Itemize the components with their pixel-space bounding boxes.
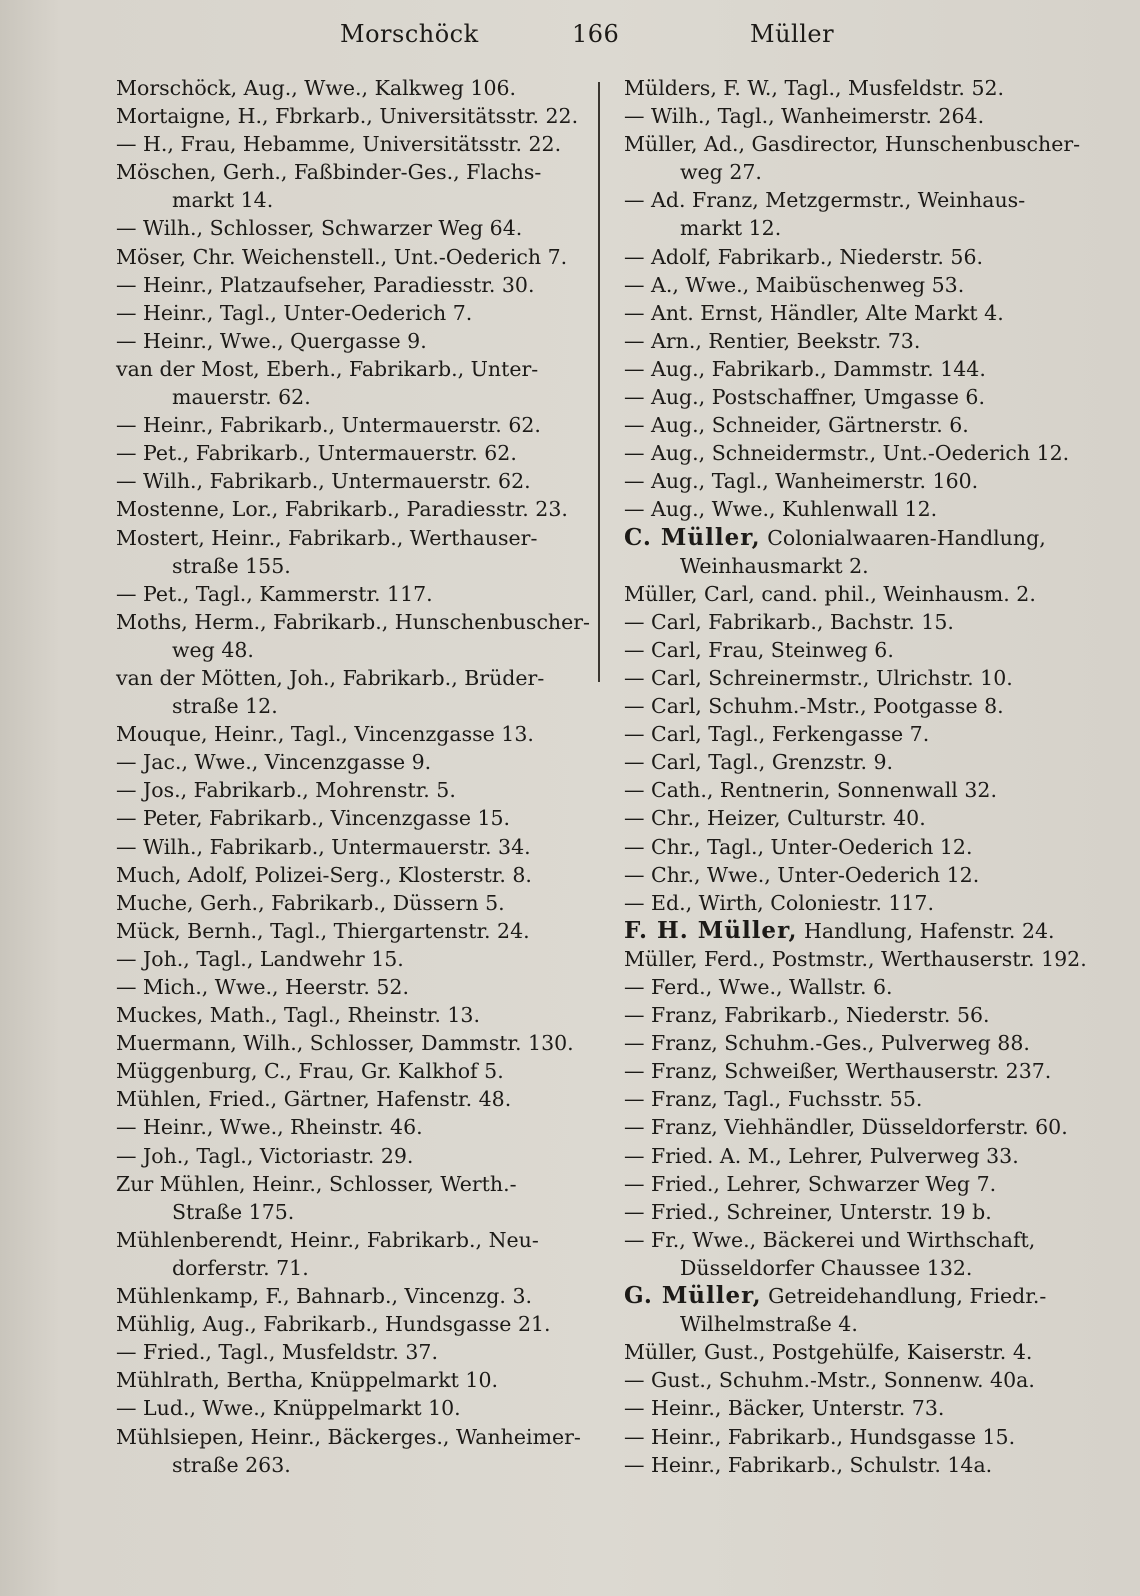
entry-line: Mühlig, Aug., Fabrikarb., Hundsgasse 21. (116, 1312, 551, 1337)
entry-line: — Wilh., Schlosser, Schwarzer Weg 64. (116, 216, 523, 241)
column-divider (598, 82, 600, 682)
entry-line: — Chr., Tagl., Unter-Oederich 12. (624, 834, 973, 859)
entry-line: — Aug., Schneider, Gärtnerstr. 6. (624, 413, 969, 438)
entry-line: — Heinr., Tagl., Unter-Oederich 7. (116, 300, 473, 325)
entry-line: — Ed., Wirth, Coloniestr. 117. (624, 890, 934, 915)
entry-line: — Joh., Tagl., Landwehr 15. (116, 946, 404, 971)
entry-line: — A., Wwe., Maibüschenweg 53. (624, 272, 965, 297)
entry-line: — Franz, Schuhm.-Ges., Pulverweg 88. (624, 1031, 1030, 1056)
directory-entry (116, 1113, 588, 1141)
directory-entry (624, 748, 1100, 776)
directory-entry (624, 580, 1100, 608)
directory-entry (624, 495, 1100, 523)
entry-line: Möschen, Gerh., Faßbinder-Ges., Flachs- (116, 160, 542, 185)
entry-line: Muckes, Math., Tagl., Rheinstr. 13. (116, 1003, 480, 1028)
directory-entry (116, 411, 588, 439)
entry-line: Mück, Bernh., Tagl., Thiergartenstr. 24. (116, 918, 530, 943)
directory-entry (624, 973, 1100, 1001)
entry-line: Müller, Ad., Gasdirector, Hunschenbuscher- (624, 132, 1081, 157)
left-column (116, 74, 588, 1479)
directory-entry (624, 299, 1100, 327)
entry-line: — Heinr., Fabrikarb., Hundsgasse 15. (624, 1424, 1016, 1449)
entry-line: — Fried., Lehrer, Schwarzer Weg 7. (624, 1171, 997, 1196)
entry-line: — Fried., Tagl., Musfeldstr. 37. (116, 1340, 438, 1365)
entry-line: — Carl, Tagl., Ferkengasse 7. (624, 722, 930, 747)
directory-entry (116, 1170, 588, 1226)
directory-entry (116, 1142, 588, 1170)
directory-entry (624, 1142, 1100, 1170)
entry-line: Müller, Gust., Postgehülfe, Kaiserstr. 4. (624, 1340, 1033, 1365)
entry-line: — Aug., Fabrikarb., Dammstr. 144. (624, 356, 986, 381)
entry-continuation: straße 263. (172, 1452, 291, 1477)
entry-line: Mülders, F. W., Tagl., Musfeldstr. 52. (624, 76, 1005, 100)
directory-entry (624, 383, 1100, 411)
directory-entry (116, 271, 588, 299)
directory-entry (624, 804, 1100, 832)
directory-entry (624, 355, 1100, 383)
entry-line: — Carl, Tagl., Grenzstr. 9. (624, 750, 894, 775)
entry-line: — Chr., Wwe., Unter-Oederich 12. (624, 862, 980, 887)
directory-entry (116, 973, 588, 1001)
entry-continuation: dorferstr. 71. (172, 1255, 309, 1280)
entry-line: — Lud., Wwe., Knüppelmarkt 10. (116, 1396, 461, 1421)
entry-line: Muche, Gerh., Fabrikarb., Düssern 5. (116, 890, 505, 915)
entry-line: Mostert, Heinr., Fabrikarb., Werthauser- (116, 525, 538, 550)
directory-entry (624, 833, 1100, 861)
directory-entry (116, 748, 588, 776)
entry-line (624, 524, 1100, 552)
directory-entry (116, 804, 588, 832)
entry-line: — Heinr., Wwe., Rheinstr. 46. (116, 1115, 423, 1140)
entry-line: Mühlenberendt, Heinr., Fabrikarb., Neu- (116, 1227, 539, 1252)
entry-line: — Carl, Fabrikarb., Bachstr. 15. (624, 609, 954, 634)
entry-continuation: markt 12. (680, 216, 782, 241)
entry-line: — Ferd., Wwe., Wallstr. 6. (624, 975, 893, 999)
directory-entry (116, 664, 588, 720)
directory-entry (624, 102, 1100, 130)
entry-line: — Aug., Schneidermstr., Unt.-Oederich 12. (624, 441, 1070, 466)
directory-entry (624, 1282, 1100, 1338)
entry-firm-name: C. Müller, (624, 523, 761, 551)
entry-line: — Heinr., Fabrikarb., Schulstr. 14a. (624, 1452, 993, 1477)
directory-entry (116, 299, 588, 327)
entry-line: — Chr., Heizer, Culturstr. 40. (624, 806, 926, 831)
entry-line (624, 917, 1100, 945)
entry-line: — Aug., Wwe., Kuhlenwall 12. (624, 497, 938, 522)
entry-line: van der Mötten, Joh., Fabrikarb., Brüder- (116, 665, 545, 690)
entry-line: Müggenburg, C., Frau, Gr. Kalkhof 5. (116, 1059, 504, 1084)
entry-continuation: weg 48. (172, 637, 254, 662)
directory-entry (116, 833, 588, 861)
entry-line: Möser, Chr. Weichenstell., Unt.-Oederich 7. (116, 244, 568, 269)
directory-entry (116, 524, 588, 580)
directory-entry (116, 1226, 588, 1282)
entry-line: — Franz, Fabrikarb., Niederstr. 56. (624, 1003, 990, 1028)
directory-entry (624, 1338, 1100, 1366)
entry-line: Müller, Ferd., Postmstr., Werthauserstr. 192. (624, 946, 1087, 971)
entry-line: Morschöck, Aug., Wwe., Kalkweg 106. (116, 76, 517, 100)
entry-line: — Ad. Franz, Metzgermstr., Weinhaus- (624, 188, 1026, 213)
entry-line: — Fried. A. M., Lehrer, Pulverweg 33. (624, 1143, 1019, 1168)
directory-entry (624, 692, 1100, 720)
entry-line: — Adolf, Fabrikarb., Niederstr. 56. (624, 244, 984, 269)
entry-line: — Jac., Wwe., Vincenzgasse 9. (116, 750, 432, 775)
entry-continuation: straße 12. (172, 694, 278, 719)
entry-line: — Gust., Schuhm.-Mstr., Sonnenw. 40a. (624, 1368, 1035, 1393)
entry-text: Colonialwaaren-Handlung, (760, 525, 1046, 550)
entry-line: — Cath., Rentnerin, Sonnenwall 32. (624, 778, 997, 803)
directory-entry (116, 1423, 588, 1479)
header-left-keyword: Morschöck (340, 20, 479, 48)
entry-line: — Peter, Fabrikarb., Vincenzgasse 15. (116, 806, 511, 831)
entry-line: Mortaigne, H., Fbrkarb., Universitätsstr. 22. (116, 104, 579, 129)
entry-firm-name: G. Müller, (624, 1282, 762, 1310)
directory-entry (624, 917, 1100, 945)
directory-entry (116, 1029, 588, 1057)
entry-line: — Joh., Tagl., Victoriastr. 29. (116, 1143, 414, 1168)
entry-line: — Franz, Tagl., Fuchsstr. 55. (624, 1087, 923, 1112)
entry-line (624, 1282, 1100, 1310)
page-header (0, 14, 1140, 60)
directory-entry (116, 243, 588, 271)
directory-entry (116, 720, 588, 748)
directory-entry (116, 467, 588, 495)
entry-line: Müller, Carl, cand. phil., Weinhausm. 2. (624, 581, 1036, 606)
entry-continuation: Straße 175. (172, 1199, 295, 1224)
directory-entry (624, 1394, 1100, 1422)
entry-line: Much, Adolf, Polizei-Serg., Klosterstr. 8. (116, 862, 532, 887)
entry-continuation: Wilhelmstraße 4. (680, 1312, 858, 1337)
directory-entry (624, 889, 1100, 917)
directory-entry (624, 1451, 1100, 1479)
entry-text: Getreidehandlung, Friedr.- (761, 1284, 1047, 1309)
directory-entry (624, 467, 1100, 495)
directory-entry (624, 1423, 1100, 1451)
directory-entry (116, 889, 588, 917)
directory-entry (116, 917, 588, 945)
directory-entry (624, 130, 1100, 186)
directory-entry (116, 608, 588, 664)
directory-entry (116, 102, 588, 130)
directory-entry (116, 861, 588, 889)
entry-line: Mühlsiepen, Heinr., Bäckerges., Wanheimer- (116, 1424, 581, 1449)
directory-entry (116, 130, 588, 158)
directory-entry (116, 214, 588, 242)
directory-entry (624, 524, 1100, 580)
directory-entry (624, 1170, 1100, 1198)
directory-entry (624, 608, 1100, 636)
directory-entry (116, 1366, 588, 1394)
directory-entry (116, 1310, 588, 1338)
directory-entry (116, 355, 588, 411)
entry-line: — Heinr., Wwe., Quergasse 9. (116, 328, 427, 353)
entry-line: — Carl, Schreinermstr., Ulrichstr. 10. (624, 665, 1013, 690)
entry-line: — Fried., Schreiner, Unterstr. 19 b. (624, 1199, 992, 1224)
directory-entry (116, 580, 588, 608)
entry-line: — Pet., Tagl., Kammerstr. 117. (116, 581, 433, 606)
right-column (624, 74, 1100, 1479)
entry-line: — Ant. Ernst, Händler, Alte Markt 4. (624, 300, 1004, 325)
entry-line: — Fr., Wwe., Bäckerei und Wirthschaft, (624, 1227, 1036, 1252)
directory-entry (116, 776, 588, 804)
entry-line: Mühlen, Fried., Gärtner, Hafenstr. 48. (116, 1087, 512, 1112)
entry-continuation: Weinhausmarkt 2. (680, 553, 869, 578)
directory-entry (624, 945, 1100, 973)
entry-line: — Wilh., Fabrikarb., Untermauerstr. 62. (116, 469, 531, 494)
directory-entry (116, 439, 588, 467)
directory-entry (624, 1366, 1100, 1394)
entry-line: — Franz, Viehhändler, Düsseldorferstr. 60. (624, 1115, 1068, 1140)
directory-entry (624, 664, 1100, 692)
entry-line: Moths, Herm., Fabrikarb., Hunschenbuscher- (116, 609, 590, 634)
directory-entry (624, 186, 1100, 242)
directory-entry (116, 74, 588, 102)
entry-line: — Carl, Schuhm.-Mstr., Pootgasse 8. (624, 694, 1004, 719)
page-number: 166 (572, 20, 620, 48)
directory-entry (624, 327, 1100, 355)
entry-line: van der Most, Eberh., Fabrikarb., Unter- (116, 356, 539, 381)
entry-continuation: Düsseldorfer Chaussee 132. (680, 1255, 973, 1280)
entry-line: — Aug., Postschaffner, Umgasse 6. (624, 385, 985, 410)
entry-line: Muermann, Wilh., Schlosser, Dammstr. 130. (116, 1031, 574, 1056)
entry-line: — Heinr., Bäcker, Unterstr. 73. (624, 1396, 945, 1421)
directory-entry (624, 1001, 1100, 1029)
entry-continuation: markt 14. (172, 188, 274, 213)
directory-entry (624, 1085, 1100, 1113)
directory-entry (116, 158, 588, 214)
directory-entry (624, 861, 1100, 889)
directory-entry (116, 495, 588, 523)
entry-continuation: straße 155. (172, 553, 291, 578)
directory-entry (624, 243, 1100, 271)
entry-firm-name: F. H. Müller, (624, 916, 798, 944)
directory-entry (116, 1085, 588, 1113)
directory-entry (624, 1198, 1100, 1226)
entry-line: Mostenne, Lor., Fabrikarb., Paradiesstr. 23. (116, 497, 568, 522)
directory-entry (624, 720, 1100, 748)
entry-line: — Wilh., Fabrikarb., Untermauerstr. 34. (116, 834, 531, 859)
directory-entry (116, 327, 588, 355)
directory-entry (116, 945, 588, 973)
entry-line: Mühlenkamp, F., Bahnarb., Vincenzg. 3. (116, 1284, 533, 1309)
entry-line: — Aug., Tagl., Wanheimerstr. 160. (624, 469, 979, 494)
entry-continuation: mauerstr. 62. (172, 385, 311, 410)
entry-line: — Pet., Fabrikarb., Untermauerstr. 62. (116, 441, 517, 466)
header-right-keyword: Müller (750, 20, 835, 48)
directory-entry (624, 271, 1100, 299)
entry-line: — Heinr., Fabrikarb., Untermauerstr. 62. (116, 413, 541, 438)
directory-entry (624, 1113, 1100, 1141)
directory-entry (116, 1057, 588, 1085)
directory-entry (624, 74, 1100, 102)
directory-entry (624, 439, 1100, 467)
directory-entry (624, 1029, 1100, 1057)
directory-entry (116, 1338, 588, 1366)
directory-entry (624, 411, 1100, 439)
entry-line: Mouque, Heinr., Tagl., Vincenzgasse 13. (116, 722, 534, 747)
entry-line: — Heinr., Platzaufseher, Paradiesstr. 30. (116, 272, 535, 297)
directory-entry (624, 1226, 1100, 1282)
directory-entry (116, 1282, 588, 1310)
directory-entry (624, 1057, 1100, 1085)
entry-line: — Carl, Frau, Steinweg 6. (624, 637, 894, 662)
entry-continuation: weg 27. (680, 160, 762, 185)
entry-line: — Wilh., Tagl., Wanheimerstr. 264. (624, 104, 985, 129)
entry-line: Mühlrath, Bertha, Knüppelmarkt 10. (116, 1368, 499, 1393)
entry-line: Zur Mühlen, Heinr., Schlosser, Werth.- (116, 1171, 517, 1196)
directory-entry (116, 1001, 588, 1029)
entry-line: — Franz, Schweißer, Werthauserstr. 237. (624, 1059, 1052, 1084)
entry-line: — H., Frau, Hebamme, Universitätsstr. 22. (116, 132, 562, 157)
entry-line: — Arn., Rentier, Beekstr. 73. (624, 328, 921, 353)
directory-entry (624, 776, 1100, 804)
entry-line: — Mich., Wwe., Heerstr. 52. (116, 975, 409, 999)
directory-entry (624, 636, 1100, 664)
directory-entry (116, 1394, 588, 1422)
entry-line: — Jos., Fabrikarb., Mohrenstr. 5. (116, 778, 456, 803)
entry-text: Handlung, Hafenstr. 24. (797, 918, 1055, 943)
